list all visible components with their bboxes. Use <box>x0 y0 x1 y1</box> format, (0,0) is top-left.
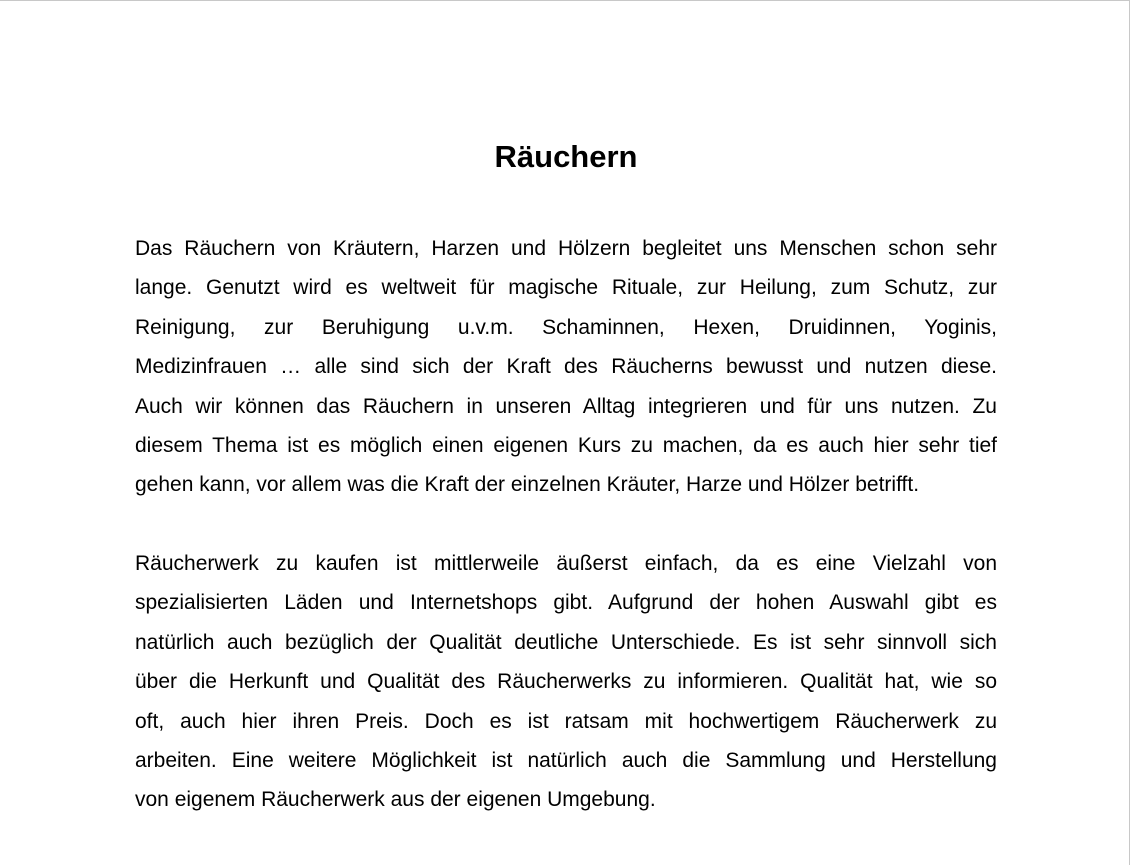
paragraph-line: lange. Genutzt wird es weltweit für magische Rituale, zur Heilung, zum Schutz, zur <box>135 276 997 300</box>
paragraph-line: Reinigung, zur Beruhigung u.v.m. Schaminnen, Hexen, Druidinnen, Yoginis, <box>135 315 997 339</box>
paragraph-line: über die Herkunft und Qualität des Räucherwerks zu informieren. Qualität hat, wie so <box>135 670 997 694</box>
paragraph-line: spezialisierten Läden und Internetshops gibt. Aufgrund der hohen Auswahl gibt es <box>135 591 997 615</box>
paragraph-line: natürlich auch bezüglich der Qualität deutliche Unterschiede. Es ist sehr sinnvoll sich <box>135 630 997 654</box>
paragraph-line: gehen kann, vor allem was die Kraft der einzelnen Kräuter, Harze und Hölzer betrifft. <box>135 473 920 497</box>
document-title: Räuchern <box>494 139 638 174</box>
paragraph-line: von eigenem Räucherwerk aus der eigenen Umgebung. <box>135 788 656 812</box>
paragraph-buying <box>135 544 997 820</box>
paragraph-line: Räucherwerk zu kaufen ist mittlerweile äußerst einfach, da es eine Vielzahl von <box>135 552 997 575</box>
paragraph-line: oft, auch hier ihren Preis. Doch es ist ratsam mit hochwertigem Räucherwerk zu <box>135 709 997 733</box>
paragraph-intro <box>135 229 997 505</box>
paragraph-line: diesem Thema ist es möglich einen eigenen Kurs zu machen, da es auch hier sehr tief <box>135 433 997 457</box>
paragraph-line: Das Räuchern von Kräutern, Harzen und Hölzern begleitet uns Menschen schon sehr <box>135 237 997 260</box>
paragraph-line: Medizinfrauen … alle sind sich der Kraft des Räucherns bewusst und nutzen diese. <box>135 355 997 379</box>
paragraph-line: arbeiten. Eine weitere Möglichkeit ist natürlich auch die Sammlung und Herstellung <box>135 748 997 772</box>
paragraph-line: Auch wir können das Räuchern in unseren Alltag integrieren und für uns nutzen. Zu <box>135 394 997 418</box>
